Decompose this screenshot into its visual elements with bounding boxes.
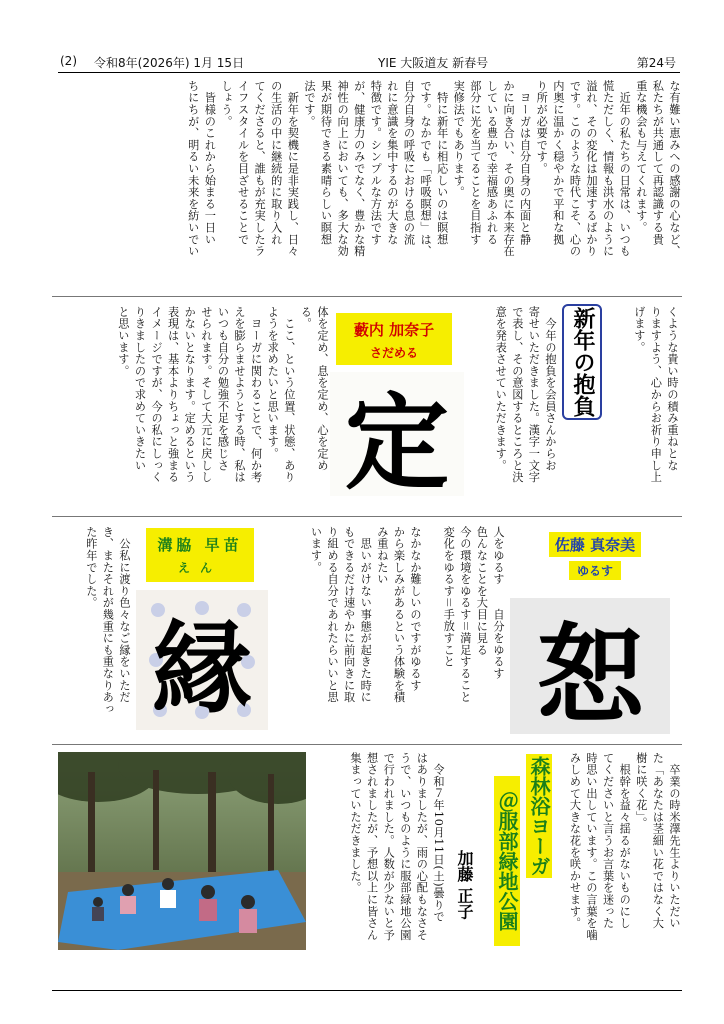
issue-date: 令和8年(2026年) 1月 15日: [94, 56, 245, 70]
title-text: ＠服部緑地公園: [495, 791, 519, 931]
new-year-greeting-article: な有難い恵みへの感謝の心など、 私たちが共通して再認識する貴 重な機会も与えてくれます。 近年の私たちの日常は、いつも 慌ただしく、情報も洪水のように 溢れ、その変化は加速するばかり です。このような時代こそ、心の 内奥に温かく穏やかで平和な拠 り所が必要です。 ヨーガは自分自身の内面と静 かに向き合い、その奥に本来存在 している豊かで幸福感あふれる 部分に光を当てることを目指す 実修法でもあります。 特に新年に相応しいのは瞑想 です。なかでも「呼吸瞑想」は、 自分自身の呼吸における息の流 れに意識を集中するのが大きな 特徴です。シンプルな方法です が、健康力のみでなく、豊かな精 神性の向上においても、多大な効 果が期待できる素晴らしい瞑想 法です。 新年を契機に是非実践し、日々 の生活の中に継続的に取り入れ てくださると、誰もが充実したラ イフスタイルを目ざせることで しょう。 皆様のこれから始まる一日い ちにちが、明るい未来を紡いでい: [186, 80, 681, 257]
page-bottom-rule: [52, 990, 682, 991]
issue-number: 第24号: [636, 56, 676, 70]
divider: [52, 296, 682, 297]
resolution-body-yabuuchi: 体を定め、息を定め、心を定め る。 ここ、という位置、状態、あり ようを求めたいと思います。 ヨーガに関わることで、何か考 えを膨らませようとする時、私は いつも自分の勉強不足を感じさ せられます。そして大元に戻しし かないとなります。定めるという 表現は、基本よりちょっと強まる イメージですが、今の私にしっく りきましたので求めていきたい と思います。: [116, 306, 329, 483]
title-text: 森林浴ヨーガ: [527, 756, 551, 876]
graduation-memory-text: 卒業の時米澤先生よりいただい た「あなたは茎細い花ではなく大 樹に咲く花」。 根幹を益々揺るがないものにし てくださいと言うお言葉を迷った 時思い出しています。この言葉を噛 みしめて大きな花を咲かせます。: [568, 752, 681, 941]
member-nameplate-yabuuchi: [336, 313, 452, 365]
forest-yoga-article: 令和７年10月11日(土)曇りで はありましたが、雨の心配もなさそ うで、いつものように服部緑地公園 で行われました。人数が少ないと予 想されましたが、予想以上に皆さん 集まっていただきました。: [349, 752, 445, 941]
photo-illustration: [58, 752, 306, 950]
article-author: 加藤 正子: [455, 850, 474, 920]
divider: [52, 744, 682, 745]
new-year-resolution-title: [562, 304, 602, 420]
forest-yoga-title-line2: [494, 776, 520, 946]
calligraphy-kanji-yurusu: 恕: [510, 598, 670, 734]
kanji-reading: さだめる: [369, 346, 418, 360]
kanji-reading: えん: [177, 561, 222, 575]
page-header: [58, 52, 680, 73]
title-text: 新年の抱負: [570, 307, 595, 417]
newsletter-name: YIE 大阪道友 新春号: [378, 56, 489, 70]
resolution-body-mizowaki: 公私に渡り色々なご縁をいただ き、またそれが幾重にも重なりあっ た昨年でした。: [84, 526, 131, 715]
page-number: (2): [60, 54, 77, 68]
divider: [52, 516, 682, 517]
resolution-body-sato: 人をゆるす 自分をゆるす 色んなことを大目に見る 今の環境をゆるす＝満足すること 変化をゆるす＝手放すこと なかなか難しいのですがゆるす から楽しみがあるという体験を積 み重ねたい 思いがけない事態が起きた時に もできるだけ速やかに前向きに取 り組める自分であれたらいいと思 います。: [309, 526, 505, 703]
member-nameplate-sato: [530, 524, 660, 590]
member-nameplate-mizowaki: [146, 528, 254, 582]
forest-yoga-photo: [58, 752, 306, 950]
greeting-closing-text: くような貴い時の積み重ねとな りますよう、心からお祈り申し上 げます。: [632, 306, 679, 483]
forest-yoga-title-line1: [526, 754, 552, 878]
calligraphy-kanji-sadameru: 定: [330, 372, 464, 496]
kanji-reading: ゆるす: [569, 561, 621, 580]
resolution-intro: 今年の抱負を会員さんからお 寄せいただきました。漢字一文字 で表し、その意図するところと決 意を発表させていただきます。: [494, 306, 557, 483]
member-name: 佐藤 真奈美: [549, 532, 641, 557]
calligraphy-kanji-en: [136, 590, 268, 730]
kanji-text: 縁: [152, 609, 252, 727]
member-name: 溝脇 早苗: [157, 536, 243, 554]
member-name: 藪内 加奈子: [353, 321, 435, 339]
